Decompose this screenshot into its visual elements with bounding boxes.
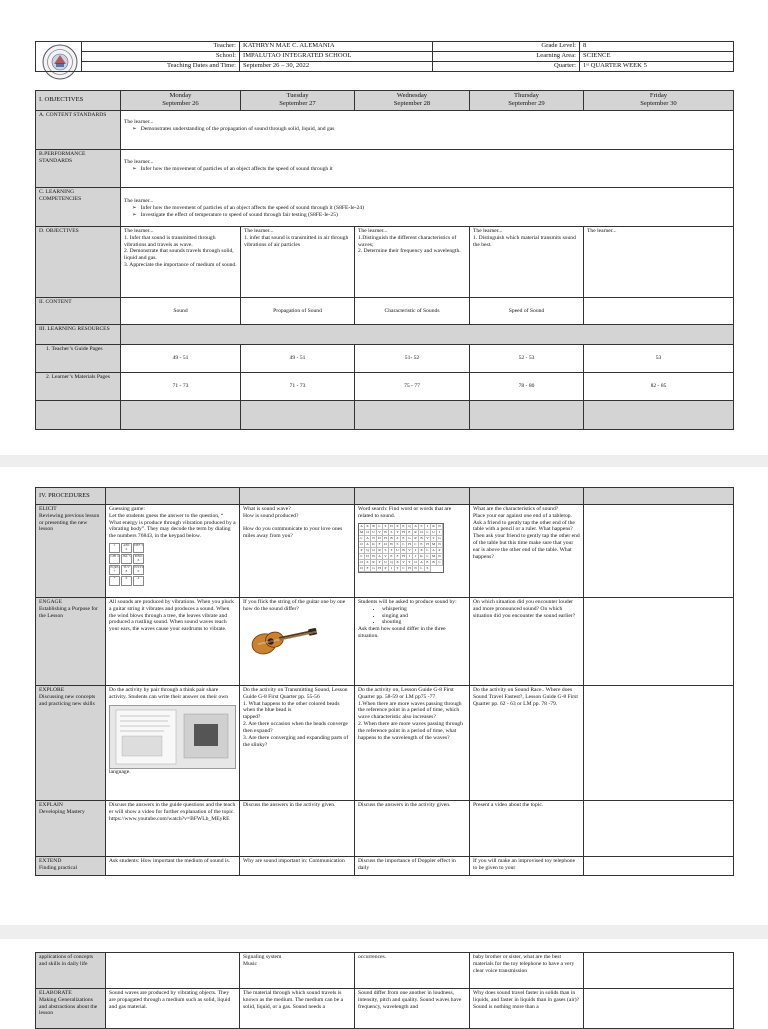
word-search-cell: O	[359, 542, 365, 548]
word-search-cell: E	[419, 542, 425, 548]
content-friday	[584, 298, 734, 325]
word-search-cell: G	[437, 536, 443, 542]
page-gap	[0, 455, 768, 467]
explain-friday	[584, 801, 734, 857]
word-search-cell: F	[395, 554, 401, 560]
word-search-cell: U	[383, 560, 389, 566]
tg-wednesday: 51- 52	[355, 345, 470, 373]
extend-continued-thursday: baby brother or sister, what are the best materials for the toy telephone to have a very clear voice transmission	[470, 953, 584, 989]
lm-wednesday: 75 - 77	[355, 373, 470, 401]
quarter-value: 1ˢᵗ QUARTER WEEK 5	[580, 62, 734, 72]
objectives-title: I. OBJECTIVES	[36, 91, 121, 111]
word-search-cell: A	[365, 542, 371, 548]
word-search-cell: H	[377, 566, 383, 572]
objectives-monday: The learner... 1. Infer that sound is transmitted through vibrations and travels as wave. 2. Demonstrate that sounds travels through solid, liquid and gas. 3. Appreciate the importance of medium of sound.	[121, 227, 241, 298]
word-search-cell: V	[383, 554, 389, 560]
word-search-cell: H	[383, 536, 389, 542]
lm-tuesday: 71 - 73	[241, 373, 355, 401]
elaborate-friday	[584, 989, 734, 1029]
word-search-cell: A	[419, 560, 425, 566]
extend-monday: Ask students: How important the medium of sound is.	[106, 857, 240, 876]
word-search-cell: B	[419, 536, 425, 542]
elaborate-tuesday: The material through which sound travels is known as the medium. The medium can be a solid, liquid, or a gas. Sound needs a	[240, 989, 355, 1029]
elaborate-label: ELABORATE Making Generalizations and abstractions about the lesson	[36, 989, 106, 1029]
objectives-table	[35, 90, 734, 430]
explore-thursday: Do the activity on Sound Race.. Where does Sound Travel Fastest?, Lesson Guide G-8 First Quarter pp. 62 - 63 or LM pp. 78 -79.	[470, 686, 584, 801]
day-header-friday: Friday September 30	[584, 91, 734, 111]
word-search-cell: N	[413, 566, 419, 572]
word-search-cell: N	[371, 536, 377, 542]
performance-standards-label: B.PERFORMANCE STANDARDS	[36, 150, 121, 188]
tg-label: 1. Teacher’s Guide Pages	[36, 345, 121, 373]
lm-friday: 82 - 85	[584, 373, 734, 401]
word-search-cell: U	[371, 530, 377, 536]
word-search-cell: T	[395, 530, 401, 536]
word-search-cell: E	[401, 536, 407, 542]
word-search-cell: U	[395, 548, 401, 554]
word-search-cell: L	[401, 542, 407, 548]
word-search-cell: B	[401, 548, 407, 554]
elaborate-monday: Sound waves are produced by vibrating objects. They are propagated through a medium such as solid, liquid and gas material.	[106, 989, 240, 1029]
explore-wednesday: Do the activity on, Lesson Guide G-8 First Quarter pp. 58-59 or LM pp75 -77 1.When there are more waves passing through the reference point in a period of time, which wave characteristic also increases? 2. When there are more waves passing through the reference point in a period of time, what happens to the wavelength of the waves?	[355, 686, 470, 801]
procedures-table	[35, 487, 734, 876]
word-search-cell: V	[425, 536, 431, 542]
word-search-cell: C	[401, 566, 407, 572]
word-search-cell: E	[389, 554, 395, 560]
word-search-cell: G	[407, 536, 413, 542]
word-search-cell: X	[365, 524, 371, 530]
word-search-cell: R	[413, 530, 419, 536]
word-search-cell: A	[359, 524, 365, 530]
explore-monday: Do the activity by pair through a think pair share activity. Students can write their answer on their own language.	[106, 686, 240, 801]
area-value: SCIENCE	[580, 52, 734, 62]
word-search-cell: N	[437, 524, 443, 530]
extend-thursday: If you will make an improvised toy telephone to be given to your	[470, 857, 584, 876]
word-search-cell: W	[383, 529, 388, 534]
word-search-cell: R	[413, 536, 419, 542]
word-search-cell: J	[413, 554, 419, 560]
word-search-cell: W	[389, 541, 394, 546]
word-search-cell: S	[419, 524, 425, 530]
content-label: II. CONTENT	[36, 298, 121, 325]
word-search-cell: E	[407, 530, 413, 536]
word-search-cell: W	[371, 553, 376, 558]
extend-continued-wednesday: occurrences.	[355, 953, 470, 989]
word-search-cell: I	[425, 524, 431, 530]
content-standards-label: A. CONTENT STANDARDS	[36, 111, 121, 150]
explain-label: EXPLAIN Developing Mastery	[36, 801, 106, 857]
explore-label: EXPLORE Discussing new concepts and practicing new skills	[36, 686, 106, 801]
objectives-wednesday: The learner... 1.Distinguish the different characteristics of waves; 2. Determine their frequency and wavelength.	[355, 227, 470, 298]
word-search-cell: A	[431, 548, 437, 554]
word-search-cell: D	[359, 566, 365, 572]
word-search-cell: B	[389, 536, 395, 542]
elicit-wednesday: Word search: Find word or words that are related to sound. A X B L T D P E Q A S I R N M O U V W S T H E R O L U I C A N D H B Z E G R B V T G O A K F D W S L H C E H M N P Q O R S T U B V I X L A P C D W A V E F H I J K L M N O Z R T U Q X V Y O A E B C D F G H P I T C H N L S	[355, 505, 470, 598]
explain-tuesday: Discuss the answers in the activity given.	[240, 801, 355, 857]
word-search-cell: L	[377, 524, 383, 530]
word-search-cell: I	[389, 566, 395, 572]
extend-continued-monday	[106, 953, 240, 989]
word-search-cell: N	[437, 554, 443, 560]
phone-keypad: 1 ABC 2 DEF 3 GHI 4 JKL 5 MNO 6 PQRS 7 TUV 8 WXYZ 9 * 0 #	[109, 543, 145, 586]
word-search-cell: D	[377, 536, 383, 542]
content-monday: Sound	[121, 298, 241, 325]
dates-label: Teaching Dates and Time:	[82, 62, 240, 72]
performance-standards-text: The learner... ➢ Infer how the movement of particles of an object affects the speed of sound through it	[121, 150, 734, 188]
word-search-cell: C	[359, 554, 365, 560]
word-search-cell: H	[407, 542, 413, 548]
word-search-cell: Z	[365, 560, 371, 566]
word-search-cell: O	[413, 560, 419, 566]
elaborate-thursday: Why does sound travel faster in solids than in liquids, and faster in liquids than in gases (air)? Sound is nothing more than a	[470, 989, 584, 1029]
day-header-tuesday: Tuesday September 27	[241, 91, 355, 111]
content-wednesday: Characteristic of Sounds	[355, 298, 470, 325]
extend-friday	[584, 857, 734, 876]
elicit-label: ELICIT Reviewing previous lesson or presenting the new lesson	[36, 505, 106, 598]
engage-monday: All sounds are produced by vibrations. When you pluck a guitar string it vibrates and produces a sound. When the wind blows through a tree, the leaves vibrate and produced a rustling sound. When sound waves reach your ears, the waves cause your eardrums to vibrate.	[106, 598, 240, 686]
worksheet-image	[109, 705, 236, 769]
explain-wednesday: Discuss the answers in the activity given.	[355, 801, 470, 857]
school-label: School:	[82, 52, 240, 62]
word-search-cell: N	[437, 542, 443, 548]
word-search-cell: E	[425, 560, 431, 566]
word-search-cell: U	[431, 530, 437, 536]
competencies-text: The learner... ➢ Infer how the movement of particles of an object affects the speed of sound through it (S8FE-Ie-24) ➢ Investigate the effect of temperature to speed of sound through fair testing (S8FE-Ie-25)	[121, 188, 734, 227]
guitar-image	[243, 619, 351, 658]
engage-label: ENGAGE Establishing a Purpose for the Lesson	[36, 598, 106, 686]
teacher-value: KATHRYN MAE C. ALEMANIA	[240, 42, 433, 52]
objectives-tuesday: The learner... 1. infer that sound is transmitted in air through vibrations of air particles	[241, 227, 355, 298]
word-search-cell: X	[419, 548, 425, 554]
word-search-cell: S	[425, 566, 431, 572]
word-search-cell: A	[413, 524, 419, 530]
word-search-cell: F	[377, 542, 383, 548]
word-search-cell: L	[425, 548, 431, 554]
explore-friday	[584, 686, 734, 801]
teacher-label: Teacher:	[82, 42, 240, 52]
page-1	[0, 0, 768, 455]
engage-thursday: On which situation did you encounter louder and more pronounced sound? On which situation did you encounter the sound earlier?	[470, 598, 584, 686]
competencies-label: C. LEARNING COMPETENCIES	[36, 188, 121, 227]
word-search-cell: X	[395, 560, 401, 566]
word-search-cell: Q	[407, 524, 413, 530]
word-search-cell: L	[419, 566, 425, 572]
word-search-cell: V	[377, 530, 383, 536]
word-search-cell: M	[431, 541, 436, 546]
word-search-cell: H	[425, 542, 431, 548]
word-search-cell: O	[371, 548, 377, 554]
word-search-cell: A	[365, 536, 371, 542]
word-search-cell: A	[377, 554, 383, 560]
word-search-cell: S	[383, 548, 389, 554]
word-search-cell: V	[407, 548, 413, 554]
extend-label: EXTEND Finding practical	[36, 857, 106, 876]
word-search-cell: D	[383, 542, 389, 548]
word-search-cell: D	[365, 554, 371, 560]
word-search-cell: K	[371, 542, 377, 548]
page-3	[0, 939, 768, 1024]
word-search-cell: Z	[395, 536, 401, 542]
word-search-cell: K	[419, 554, 425, 560]
objectives-thursday: The learner... 1. Distinguish which material transmits sound the best.	[470, 227, 584, 298]
word-search-cell: H	[401, 530, 407, 536]
tg-tuesday: 49 - 51	[241, 345, 355, 373]
word-search-cell: V	[401, 560, 407, 566]
word-search-cell: D	[389, 524, 395, 530]
day-header-monday: Monday September 26	[121, 91, 241, 111]
word-search-cell: C	[413, 542, 419, 548]
explain-monday: Discuss the answers in the guide questions and the teacher will show a video for further explanation of the topic. https://www.youtube.com/watch?v=BFWLb_MEyRE	[106, 801, 240, 857]
content-thursday: Speed of Sound	[470, 298, 584, 325]
word-search-cell: P	[437, 548, 443, 554]
explore-tuesday: Do the activity on Transmitting Sound, Lesson Guide G-8 First Quarter pp. 55-56 1. What happens to the other colored beads when the blue bead is tapped? 2. Are there occasion when the beads converge then expand? 3. Are there converging and expanding parts of the slinky?	[240, 686, 355, 801]
elicit-monday: Guessing game: Let the students guess the answer to the question, “ What energy is produce through vibration produced by a vibrating body”. They may decode the term by dialing the numbers 76843, in the keypad below. 1 ABC 2 DEF 3 GHI 4 JKL 5 MNO 6 PQRS 7 TUV 8 WXYZ 9 * 0 #	[106, 505, 240, 598]
extend-tuesday: Why are sound important in: Communication	[240, 857, 355, 876]
word-search-cell: B	[431, 560, 437, 566]
word-search-cell: T	[389, 548, 395, 554]
word-search-cell: R	[431, 524, 437, 530]
quarter-label: Quarter:	[433, 62, 580, 72]
word-search-cell: P	[359, 548, 365, 554]
procedures-table-continued	[35, 952, 734, 1029]
lm-label: 2. Learner’s Materials Pages	[36, 373, 121, 401]
word-search-grid	[358, 523, 444, 573]
word-search-cell: E	[401, 524, 407, 530]
elaborate-wednesday: Sound differ from one another in loudness, intensity, pitch and quality. Sound waves have frequency, wavelength and	[355, 989, 470, 1029]
page-2	[0, 467, 768, 925]
extend-continued-friday	[584, 953, 734, 989]
engage-friday	[584, 598, 734, 686]
word-search-cell: S	[389, 530, 395, 536]
extend-wednesday: Discuss the importance of Doppler effect in daily	[355, 857, 470, 876]
lm-monday: 71 - 73	[121, 373, 241, 401]
lm-thursday: 78 - 80	[470, 373, 584, 401]
header-table	[35, 41, 734, 72]
content-tuesday: Propagation of Sound	[241, 298, 355, 325]
word-search-cell: G	[371, 566, 377, 572]
word-search-cell: M	[359, 529, 364, 534]
tg-friday: 53	[584, 345, 734, 373]
word-search-cell: Q	[365, 548, 371, 554]
day-header-wednesday: Wednesday September 28	[355, 91, 470, 111]
elicit-thursday: What are the characteristics of sound? Place your ear against one end of a tabletop. Ask a friend to gently tap the other end of the table with a pencil or a ruler. What happens? Then ask your friend to gently tap the other end of the table but this time make sure that your ear is above the other end of the table. What happens?	[470, 505, 584, 598]
word-search-cell: I	[407, 554, 413, 560]
word-search-cell: O	[359, 560, 365, 566]
procedures-title: IV. PROCEDURES	[36, 488, 106, 505]
word-search-cell: C	[359, 536, 365, 542]
word-search-cell: P	[383, 566, 389, 572]
engage-tuesday: If you flick the string of the guitar one by one how do the sound differ?	[240, 598, 355, 686]
word-search-cell: I	[413, 548, 419, 554]
word-search-cell: R	[371, 560, 377, 566]
elicit-tuesday: What is sound wave? How is sound produced? How do you communicate to your love ones miles away from you?	[240, 505, 355, 598]
word-search-cell: Q	[389, 560, 395, 566]
dates-value: September 26 – 30, 2022	[240, 62, 433, 72]
word-search-cell: H	[401, 554, 407, 560]
extend-continued-tuesday: Signaling system Music	[240, 953, 355, 989]
grade-label: Grade Level:	[433, 42, 580, 52]
word-search-cell: T	[395, 566, 401, 572]
word-search-cell: I	[437, 530, 443, 536]
engage-wednesday: Students will be asked to produce sound by: • whispering • singing and • shouting Ask them how sound differ in the three situation.	[355, 598, 470, 686]
resources-label: III. LEARNING RESOURCES	[36, 325, 121, 345]
word-search-cell: T	[377, 560, 383, 566]
word-search-cell: O	[365, 530, 371, 536]
word-search-cell: S	[395, 542, 401, 548]
objectives-d-label: D. OBJECTIVES	[36, 227, 121, 298]
tg-thursday: 52 - 53	[470, 345, 584, 373]
word-search-cell: M	[431, 553, 436, 558]
content-standards-text: The learner... ➢ Demonstrates understanding of the propagation of sound through solid, liquid, and gas	[121, 111, 734, 150]
day-header-thursday: Thursday September 29	[470, 91, 584, 111]
word-search-cell: P	[395, 524, 401, 530]
word-search-cell: F	[365, 566, 371, 572]
word-search-cell: L	[425, 530, 431, 536]
word-search-cell: B	[371, 524, 377, 530]
explain-thursday: Present a video about the topic.	[470, 801, 584, 857]
page-gap-2	[0, 925, 768, 939]
school-value: IMPALUTAO INTEGRATED SCHOOL	[240, 52, 433, 62]
word-search-cell: R	[377, 548, 383, 554]
elicit-friday	[584, 505, 734, 598]
word-search-cell: Y	[407, 560, 413, 566]
word-search-cell: H	[407, 566, 413, 572]
grade-value: 8	[580, 42, 734, 52]
area-label: Learning Area:	[433, 52, 580, 62]
word-search-cell: L	[425, 554, 431, 560]
word-search-cell: T	[383, 524, 389, 530]
word-search-cell: T	[431, 536, 437, 542]
objectives-friday: The learner...	[584, 227, 734, 298]
word-search-cell: O	[419, 530, 425, 536]
word-search-cell: C	[437, 560, 443, 566]
extend-continued-label: applications of concepts and skills in daily life	[36, 953, 106, 989]
tg-monday: 49 - 51	[121, 345, 241, 373]
